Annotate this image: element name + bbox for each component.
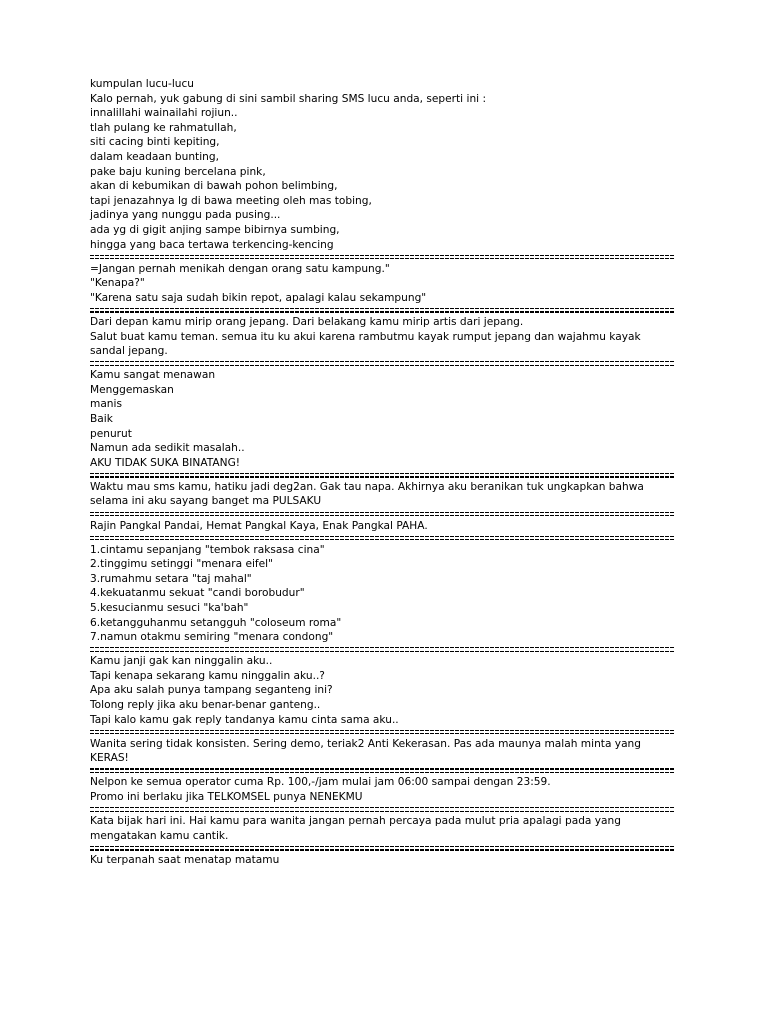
intro-line: siti cacing binti kepiting,	[90, 136, 220, 149]
joke-line: Tolong reply jika aku benar-benar ganteng..	[90, 699, 321, 712]
joke-line: 2.tinggimu setinggi "menara eifel"	[90, 558, 273, 571]
joke-block	[90, 775, 680, 804]
joke-line: Menggemaskan	[90, 383, 174, 396]
joke-line: Baik	[90, 412, 113, 425]
intro-line: akan di kebumikan di bawah pohon belimbing,	[90, 180, 338, 193]
joke-block	[90, 368, 680, 470]
joke-line: Ku terpanah saat menatap matamu	[90, 853, 280, 866]
joke-block	[90, 654, 680, 727]
section-divider	[90, 805, 680, 815]
joke-block	[90, 853, 680, 868]
joke-line: Salut buat kamu teman. semua itu ku akui karena rambutmu kayak rumput jepang dan wajahmu kayak sandal jepang.	[90, 330, 641, 358]
section-divider	[90, 645, 680, 655]
joke-line: Kamu sangat menawan	[90, 369, 216, 382]
joke-line: 5.kesucianmu sesuci "ka'bah"	[90, 602, 249, 614]
joke-line: AKU TIDAK SUKA BINATANG!	[90, 456, 241, 469]
section-divider	[90, 359, 680, 369]
joke-line: 1.cintamu sepanjang "tembok raksasa cina"	[90, 543, 325, 556]
joke-block	[90, 262, 680, 306]
joke-block	[90, 480, 680, 509]
intro-line: dalam keadaan bunting,	[90, 150, 219, 163]
joke-line: penurut	[90, 427, 132, 440]
joke-line: manis	[90, 398, 122, 411]
joke-line: Tapi kenapa sekarang kamu ninggalin aku..?	[90, 669, 325, 682]
joke-line: =Jangan pernah menikah dengan orang satu kampung."	[90, 262, 390, 275]
section-divider	[90, 843, 680, 853]
section-divider	[90, 533, 680, 543]
joke-line: Dari depan kamu mirip orang jepang. Dari belakang kamu mirip artis dari jepang.	[90, 315, 524, 328]
intro-line: pake baju kuning bercelana pink,	[90, 165, 266, 178]
joke-line: Promo ini berlaku jika TELKOMSEL punya NENEKMU	[90, 791, 363, 804]
joke-line: Tapi kalo kamu gak reply tandanya kamu cinta sama aku..	[90, 713, 399, 726]
joke-block	[90, 814, 680, 843]
joke-block	[90, 519, 680, 534]
section-divider	[90, 766, 680, 776]
joke-line: Waktu mau sms kamu, hatiku jadi deg2an. Gak tau napa. Akhirnya aku beranikan tuk ungkapkan bahwa selama ini aku sayang banget ma PULSAKU	[90, 480, 644, 508]
joke-line: 3.rumahmu setara "taj mahal"	[90, 572, 252, 585]
joke-line: "Kenapa?"	[90, 277, 145, 290]
section-divider	[90, 252, 680, 262]
section-divider	[90, 305, 680, 315]
joke-line: "Karena satu saja sudah bikin repot, apalagi kalau sekampung"	[90, 291, 427, 304]
joke-line: Apa aku salah punya tampang seganteng ini?	[90, 684, 333, 697]
joke-block	[90, 315, 680, 359]
joke-line: Nelpon ke semua operator cuma Rp. 100,-/jam mulai jam 06:00 sampai dengan 23:59.	[90, 776, 551, 789]
section-divider	[90, 509, 680, 519]
joke-line: 6.ketangguhanmu setangguh "coloseum roma"	[90, 616, 342, 629]
intro-line: tlah pulang ke rahmatullah,	[90, 121, 237, 134]
joke-block	[90, 543, 680, 645]
document-page	[90, 77, 680, 867]
joke-line: Rajin Pangkal Pandai, Hemat Pangkal Kaya, Enak Pangkal PAHA.	[90, 519, 428, 532]
section-divider	[90, 470, 680, 480]
joke-line: 4.kekuatanmu sekuat "candi borobudur"	[90, 587, 305, 600]
joke-block	[90, 737, 680, 766]
section-divider	[90, 727, 680, 737]
intro-line: innalillahi wainailahi rojiun..	[90, 107, 238, 120]
intro-line: hingga yang baca tertawa terkencing-kencing	[90, 238, 334, 251]
joke-line: Kata bijak hari ini. Hai kamu para wanita jangan pernah percaya pada mulut pria apalagi pada yang mengatakan kamu cantik.	[90, 815, 621, 842]
joke-sections	[90, 252, 680, 867]
intro-line: Kalo pernah, yuk gabung di sini sambil sharing SMS lucu anda, seperti ini :	[90, 92, 487, 105]
joke-line: Wanita sering tidak konsisten. Sering demo, teriak2 Anti Kekerasan. Pas ada maunya malah minta yang KERAS!	[90, 737, 641, 765]
intro-line: tapi jenazahnya lg di bawa meeting oleh mas tobing,	[90, 194, 372, 207]
document-title: kumpulan lucu-lucu	[90, 78, 195, 90]
joke-line: Namun ada sedikit masalah..	[90, 442, 245, 455]
joke-line: Kamu janji gak kan ninggalin aku..	[90, 655, 273, 668]
intro-line: jadinya yang nunggu pada pusing...	[90, 209, 281, 222]
joke-line: 7.namun otakmu semiring "menara condong"	[90, 631, 334, 644]
intro-line: ada yg di gigit anjing sampe bibirnya sumbing,	[90, 223, 340, 236]
